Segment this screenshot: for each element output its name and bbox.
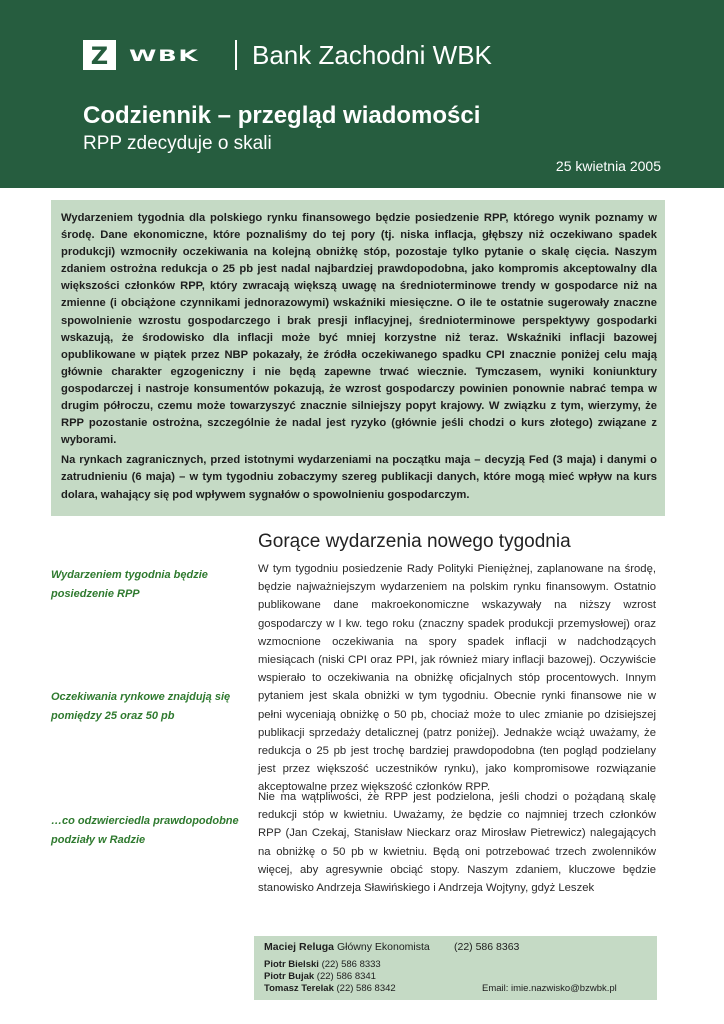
article-paragraph: Nie ma wątpliwości, że RPP jest podzielona, jeśli chodzi o pożądaną skalę redukcji stóp w kwietniu. Uważamy, że będzie co najmniej trzech członków RPP (Jan Czekaj, Stanisław Nieckarz oraz Mirosław Pietrewicz) nalegających na obniżkę o 50 pb w kwietniu. Będą oni potrzebować trzech zwolenników więcej, aby agresywnie obciąć stopy. Naszym zdaniem, kluczowe będzie stanowisko Andrzeja Sławińskiego i Andrzeja Wojtyny, gdyż Leszek — [258, 791, 656, 895]
logo-divider — [235, 40, 237, 70]
chief-economist-name: Maciej Reluga — [264, 941, 335, 953]
contact-name: Piotr Bujak — [264, 971, 315, 982]
contact-phone: (22) 586 8341 — [316, 971, 376, 982]
chief-economist-phone: (22) 586 8363 — [454, 941, 520, 953]
bank-logo-icon — [83, 40, 116, 70]
contact-email[interactable]: Email: imie.nazwisko@bzwbk.pl — [482, 983, 617, 994]
sidebar-note: Wydarzeniem tygodnia będzie posiedzenie RPP — [51, 569, 208, 600]
section-heading: Gorące wydarzenia nowego tygodnia — [258, 531, 571, 552]
article-paragraph-block — [258, 788, 656, 897]
contact-footer — [254, 936, 657, 1000]
bank-logo-wordmark: WBK — [129, 46, 200, 65]
document-date: 25 kwietnia 2005 — [555, 158, 661, 174]
contact-name: Piotr Bielski — [264, 959, 319, 970]
contact-row — [264, 959, 657, 971]
svg-text:Z: Z — [90, 42, 109, 70]
summary-paragraph: Na rynkach zagranicznych, przed istotnymi wydarzeniami na początku maja – decyzją Fed (3 maja) i danymi o zatrudnieniu (6 maja) – w tym tygodniu zobaczymy szereg publikacji danych, które mogą mieć wpływ na kurs dolara, wahający się pod wpływem sygnałów o spowolnieniu gospodarczym. — [61, 454, 657, 501]
article-paragraph: W tym tygodniu posiedzenie Rady Polityki Pieniężnej, zaplanowane na środę, będzie najważniejszym wydarzeniem na polskim rynku finansowym. Ostatnio publikowane dane makroekonomiczne wskazywały na niższy wzrost gospodarczy w I kw. tego roku (znaczny spadek produkcji przemysłowej) oraz wzmocnione oczekiwania na spory spadek inflacji w nadchodzących miesiącach (niski CPI oraz PPI, jak również miary inflacji bazowej). Oczywiście wspierało to oczekiwania na obniżkę oficjalnych stóp procentowych. Innym pytaniem jest skala obniżki w tym tygodniu. Obecnie rynki finansowe nie w pełni wyceniają obniżkę o 50 pb, chociaż może to ulec zmianie po dzisiejszej publikacji sprzedaży detalicznej (patrz poniżej). Jednakże wciąż uważamy, że redukcja o 25 pb jest trochę bardziej prawdopodobna (ten pogląd podzielany jest przez większość uczestników rynku), jako kompromisowe rozwiązanie akceptowalne przez większość członków RPP. — [258, 563, 656, 794]
report-header — [0, 0, 724, 188]
sidebar-note: Oczekiwania rynkowe znajdują się pomiędzy 25 oraz 50 pb — [51, 691, 231, 722]
summary-paragraph: Wydarzeniem tygodnia dla polskiego rynku finansowego będzie posiedzenie RPP, którego wynik poznamy w środę. Dane ekonomiczne, które poznaliśmy do tej pory (tj. niska inflacja, głębszy niż oczekiwano spadek produkcji) wzmocniły oczekiwania na kolejną obniżkę stóp, pozostaje tylko pytanie o skalę cięcia. Naszym zdaniem ostrożna redukcja o 25 pb jest nadal najbardziej prawdopodobna, jako kompromis akceptowalny dla większości członków RPP, który zwracają większą uwagę na średnioterminowe trendy w gospodarce niż na zmienne (i obciążone czynnikami jednorazowymi) wskaźniki miesięczne. O ile te ostatnie sugerowały znaczne spowolnienie wzrostu gospodarczego i brak presji inflacyjnej, średnioterminowe perspektywy gospodarki wskazują, że środowisko dla inflacji może być mniej korzystne niż teraz. Wskaźniki inflacji bazowej opublikowane w piątek przez NBP pokazały, że źródła oczekiwanego spadku CPI znacznie poniżej celu mają głównie charakter egzogeniczny i nie będą zapewne trwać wiecznie. Tymczasem, wyniki koniunktury gospodarczej i nastroje konsumentów pokazują, że wzrost gospodarczy powinien ponownie nabrać tempa w drugim półroczu, czemu może towarzyszyć znacznie silniejszy popyt krajowy. W związku z tym, wierzymy, że RPP pozostanie ostrożna, szczególnie że nadal jest ryzyko (głównie jeśli chodzi o kurs złotego) związane z wyborami. — [61, 212, 657, 447]
bank-name: Bank Zachodni WBK — [252, 40, 492, 70]
document-title: Codziennik – przegląd wiadomości — [83, 102, 481, 129]
sidebar-note: …co odzwierciedla prawdopodobne podziały w Radzie — [51, 815, 239, 846]
document-subtitle: RPP zdecyduje o skali — [83, 133, 272, 154]
contact-phone: (22) 586 8342 — [336, 983, 396, 994]
contact-phone: (22) 586 8333 — [321, 959, 381, 970]
chief-economist-line — [264, 941, 657, 953]
article-paragraph-block — [258, 560, 656, 797]
summary-box — [51, 200, 665, 516]
contact-row — [264, 983, 657, 995]
contact-name: Tomasz Terelak — [264, 983, 334, 994]
contact-row — [264, 971, 657, 983]
chief-economist-title: Główny Ekonomista — [336, 941, 430, 953]
